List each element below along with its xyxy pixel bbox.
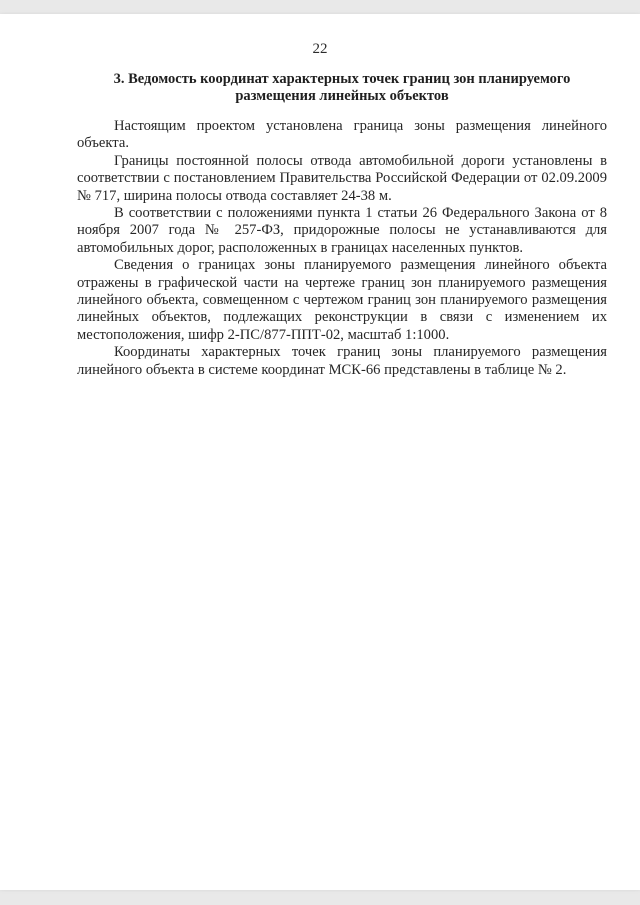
paragraph-graphic-part: Сведения о границах зоны планируемого размещения линейного объекта отражены в графической части на чертеже границ зон планируемого размещения линейного объекта, совмещенном с чертежом границ зон планируемого размещения линейных объектов, подлежащих реконструкции в связи с изменением их местоположения, шифр 2-ПС/877-ППТ-02, масштаб 1:1000.	[77, 257, 607, 343]
page-number: 22	[312, 41, 328, 57]
paragraph-right-of-way: Границы постоянной полосы отвода автомобильной дороги установлены в соответствии с постановлением Правительства Российской Федерации от 02.09.2009 № 717, ширина полосы отвода составляет 24-38 м.	[77, 152, 607, 204]
paragraph-boundary-zone: Настоящим проектом установлена граница зоны размещения линейного объекта.	[77, 118, 607, 152]
section-heading-line-1: 3. Ведомость координат характерных точек границ зон планируемого	[113, 71, 571, 87]
paragraph-roadside-strips: В соответствии с положениями пункта 1 статьи 26 Федерального Закона от 8 ноября 2007 года № 257-ФЗ, придорожные полосы не устанавливаются для автомобильных дорог, расположенных в границах населенных пунктов.	[77, 205, 607, 256]
section-heading	[82, 71, 602, 105]
section-heading-line-2: размещения линейных объектов	[235, 88, 449, 104]
document-page	[0, 14, 640, 890]
paragraph-coordinates-table: Координаты характерных точек границ зоны планируемого размещения линейного объекта в системе координат МСК-66 представлены в таблице № 2.	[77, 344, 607, 378]
document-body	[77, 118, 607, 379]
